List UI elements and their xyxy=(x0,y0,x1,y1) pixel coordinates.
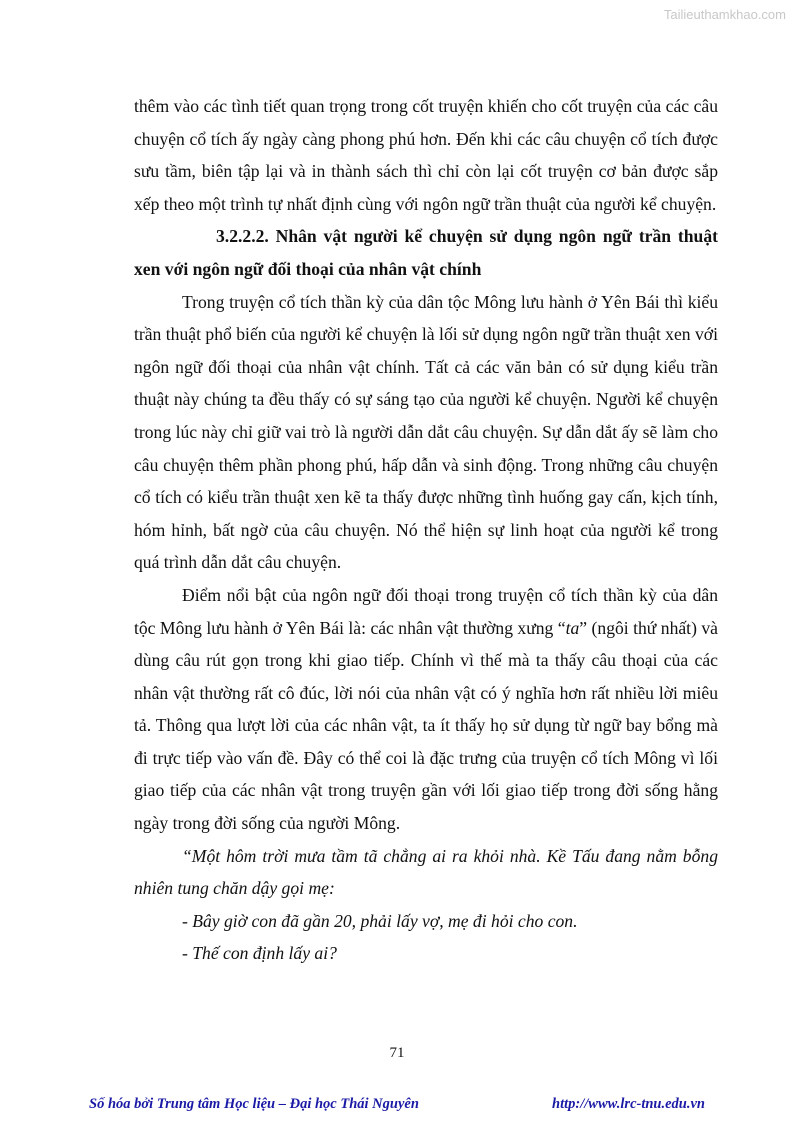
emphasis-ta: ta xyxy=(565,617,580,638)
footer-url[interactable]: http://www.lrc-tnu.edu.vn xyxy=(552,1096,705,1112)
paragraph-intro: thêm vào các tình tiết quan trọng trong cốt truyện khiến cho cốt truyện của các câu chuyện cổ tích ấy ngày càng phong phú hơn. Đến khi các câu chuyện cổ tích được sưu tầm, biên tập lại và in thành sách thì chỉ còn lại cốt truyện cơ bản được sắp xếp theo một trình tự nhất định cùng với ngôn ngữ trần thuật của người kể chuyện. xyxy=(134,96,718,214)
paragraph-dialogue xyxy=(134,579,718,840)
page-body xyxy=(134,90,718,970)
quote-line-2: - Bây giờ con đã gần 20, phải lấy vợ, mẹ đi hỏi cho con. xyxy=(182,910,578,931)
quote-line-1: “Một hôm trời mưa tầm tã chẳng ai ra khỏi nhà. Kề Tấu đang nằm bỗng nhiên tung chăn dậy gọi mẹ: xyxy=(134,845,718,899)
paragraph-dialogue-text-2: ” (ngôi thứ nhất) và dùng câu rút gọn trong khi giao tiếp. Chính vì thế mà ta thấy câu thoại của các nhân vật thường rất cô đúc, lời nói của nhân vật có ý nghĩa hơn rất nhiều lời miêu tả. Thông qua lượt lời của các nhân vật, ta ít thấy họ sử dụng từ ngữ bay bổng mà đi trực tiếp vào vấn đề. Đây có thể coi là đặc trưng của truyện cổ tích Mông vì lối giao tiếp của các nhân vật trong truyện gần với lối giao tiếp trong đời sống hằng ngày trong đời sống của người Mông. xyxy=(134,617,718,834)
section-heading: 3.2.2.2. Nhân vật người kể chuyện sử dụng ngôn ngữ trần thuật xen với ngôn ngữ đối thoại của nhân vật chính xyxy=(134,226,718,279)
paragraph-narration: Trong truyện cổ tích thần kỳ của dân tộc Mông lưu hành ở Yên Bái thì kiểu trần thuật phổ biến của người kể chuyện là lối sử dụng ngôn ngữ trần thuật xen với ngôn ngữ đối thoại của nhân vật chính. Tất cả các văn bản có sử dụng kiểu trần thuật này chúng ta đều thấy có sự sáng tạo của người kể chuyện. Người kể chuyện trong lúc này chỉ giữ vai trò là người dẫn dắt câu chuyện. Sự dẫn dắt ấy sẽ làm cho câu chuyện thêm phần phong phú, hấp dẫn và sinh động. Trong những câu chuyện cổ tích có kiểu trần thuật xen kẽ ta thấy được những tình huống gay cấn, kịch tính, hóm hỉnh, bất ngờ của câu chuyện. Nó thể hiện sự linh hoạt của người kể trong quá trình dẫn dắt câu chuyện. xyxy=(134,291,718,573)
footer-source: Số hóa bởi Trung tâm Học liệu – Đại học Thái Nguyên xyxy=(89,1096,419,1112)
footer xyxy=(89,1096,705,1113)
page-number: 71 xyxy=(389,1045,405,1061)
paragraph-dialogue-text-1: Điểm nổi bật của ngôn ngữ đối thoại trong truyện cổ tích thần kỳ của dân tộc Mông lưu hành ở Yên Bái là: các nhân vật thường xưng “ xyxy=(134,584,718,638)
watermark: Tailieuthamkhao.com xyxy=(663,7,786,22)
quote-line-3: - Thế con định lấy ai? xyxy=(182,943,337,964)
